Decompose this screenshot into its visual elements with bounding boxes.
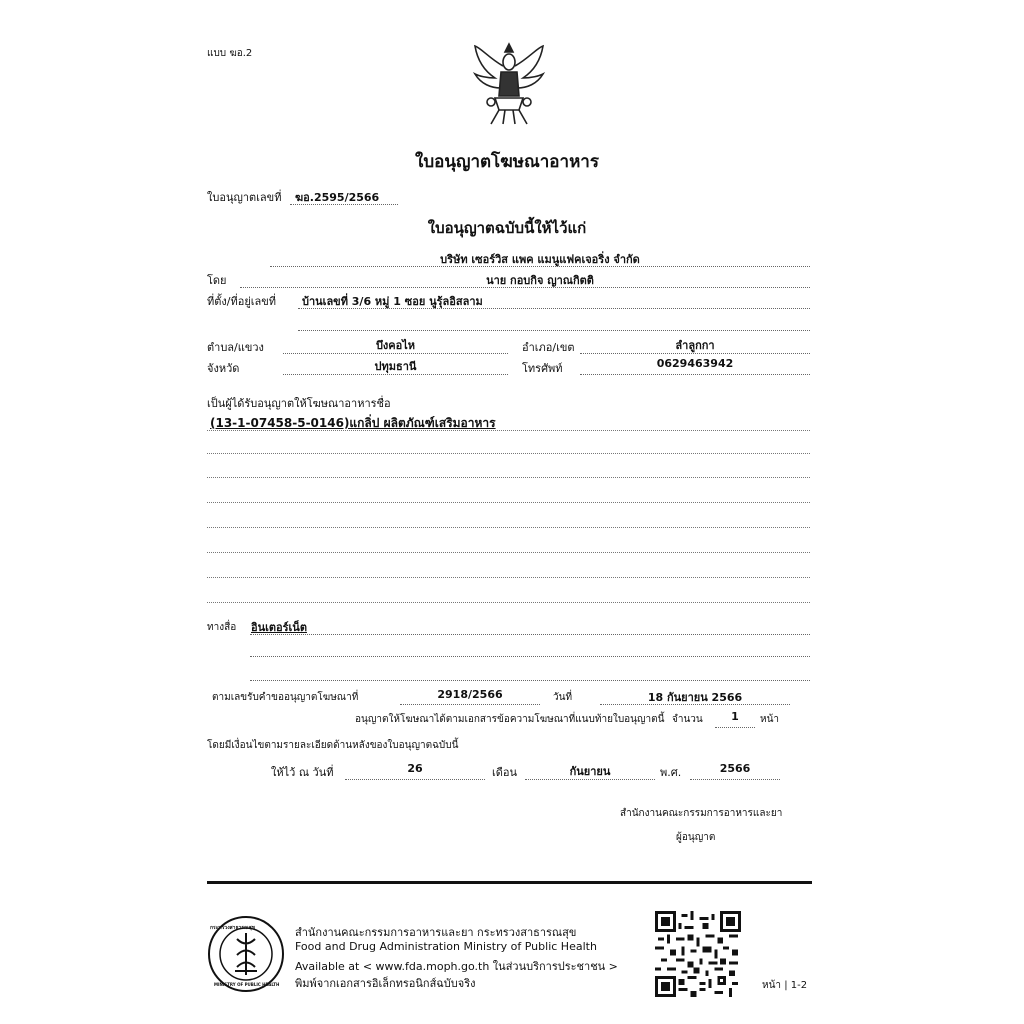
address-value: บ้านเลขที่ 3/6 หมู่ 1 ซอย นูรุ้ลอิสลาม [302, 295, 483, 308]
qr-code-icon [655, 911, 741, 997]
page-title: ใบอนุญาตโฆษณาอาหาร [415, 152, 599, 172]
request-value: 2918/2566 [437, 688, 503, 701]
province-value: ปทุมธานี [374, 360, 417, 373]
license-no-value: ฆอ.2595/2566 [295, 191, 380, 204]
issued-label: ให้ไว้ ณ วันที่ [271, 766, 334, 779]
footer-line1: สำนักงานคณะกรรมการอาหารและยา กระทรวงสาธารณสุข [295, 926, 577, 939]
issued-month: กันยายน [569, 765, 611, 778]
issued-year-label: พ.ศ. [660, 766, 682, 779]
product-value: (13-1-07458-5-0146)แกลิ่ป ผลิตภัณฑ์เสริมอาหาร [210, 416, 496, 430]
district-label: อำเภอ/เขต [522, 341, 575, 354]
seal-top-text: กระทรวงสาธารณสุข [210, 925, 256, 931]
by-value: นาย กอบกิจ ญาณกิตติ [486, 274, 594, 287]
license-no-label: ใบอนุญาตเลขที่ [207, 191, 282, 204]
media-value: อินเตอร์เน็ต [251, 621, 307, 634]
request-label: ตามเลขรับคำขออนุญาตโฆษณาที่ [212, 692, 359, 703]
footer-divider [207, 881, 812, 884]
attach-unit: หน้า [760, 714, 780, 725]
issued-day: 26 [407, 762, 423, 775]
form-code: แบบ ฆอ.2 [207, 48, 253, 59]
licensor: ผู้อนุญาต [676, 832, 716, 843]
subdistrict-value: บึงคอไห [375, 339, 416, 352]
issued-month-label: เดือน [492, 766, 518, 779]
address-label: ที่ตั้ง/ที่อยู่เลขที่ [207, 295, 277, 308]
phone-label: โทรศัพท์ [522, 362, 563, 375]
by-label: โดย [207, 274, 227, 287]
footer-line3: Available at < www.fda.moph.go.th ในส่วนบริการประชาชน > [295, 960, 618, 973]
garuda-emblem-icon [469, 38, 549, 128]
page-number: หน้า | 1-2 [762, 980, 808, 991]
authority: สำนักงานคณะกรรมการอาหารและยา [620, 808, 783, 819]
granted-heading: ใบอนุญาตฉบับนี้ให้ไว้แก่ [427, 219, 587, 237]
subdistrict-label: ตำบล/แขวง [207, 341, 264, 354]
company-name: บริษัท เซอร์วิส แพค แมนูแฟคเจอริ่ง จำกัด [440, 253, 640, 266]
attach-text: อนุญาตให้โฆษณาได้ตามเอกสารข้อความโฆษณาที่แนบท้ายใบอนุญาตนี้ [355, 714, 665, 725]
footer-line2: Food and Drug Administration Ministry of Public Health [295, 940, 597, 953]
seal-bottom-text: MINISTRY OF PUBLIC HEALTH [214, 982, 280, 987]
request-date-value: 18 กันยายน 2566 [647, 691, 743, 704]
phone-value: 0629463942 [656, 357, 734, 370]
attach-count-label: จำนวน [672, 714, 703, 725]
product-label: เป็นผู้ได้รับอนุญาตให้โฆษณาอาหารชื่อ [207, 397, 391, 410]
district-value: ลำลูกกา [675, 339, 715, 352]
footer-line4: พิมพ์จากเอกสารอิเล็กทรอนิกส์ฉบับจริง [295, 977, 476, 990]
conditions-text: โดยมีเงื่อนไขตามรายละเอียดด้านหลังของใบอนุญาตฉบับนี้ [207, 740, 459, 751]
province-label: จังหวัด [207, 362, 240, 375]
attach-count-value: 1 [731, 710, 739, 723]
request-date-label: วันที่ [553, 692, 573, 703]
media-label: ทางสื่อ [207, 622, 237, 633]
issued-year: 2566 [719, 762, 751, 775]
